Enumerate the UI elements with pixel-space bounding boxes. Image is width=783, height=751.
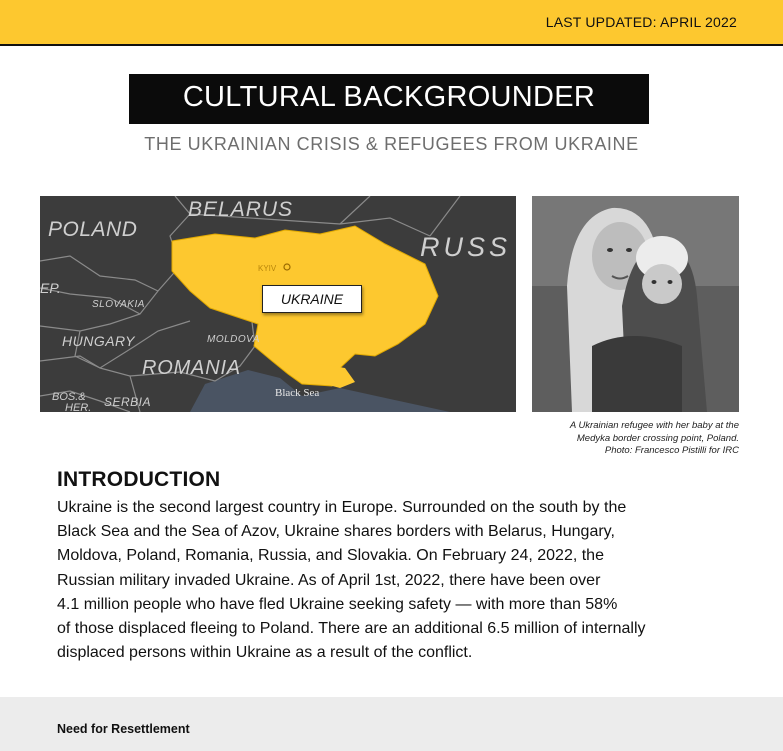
intro-line: Ukraine is the second largest country in Europe. Surrounded on the south by the	[57, 499, 627, 516]
intro-line: 4.1 million people who have fled Ukraine seeking safety — with more than 58%	[57, 595, 618, 613]
caption-line: Medyka border crossing point, Poland.	[576, 432, 739, 444]
kyiv-label: KYIV	[258, 264, 277, 273]
baby-face	[642, 264, 682, 304]
moldova-label: MOLDOVA	[207, 334, 260, 345]
introduction-heading: INTRODUCTION	[57, 468, 221, 491]
russia-label: RUSS	[420, 232, 512, 262]
ukraine-label: UKRAINE	[262, 285, 362, 313]
ukraine-map	[40, 196, 516, 412]
jacket-shadow	[592, 336, 682, 412]
romania-label: ROMANIA	[142, 357, 241, 379]
caption-line: Photo: Francesco Pistilli for IRC	[604, 445, 739, 456]
hungary-label: HUNGARY	[62, 333, 135, 349]
black-sea-label: Black Sea	[275, 387, 320, 399]
intro-line: of those displaced fleeing to Poland. There are an additional 6.5 million of internally	[57, 620, 646, 638]
intro-line: Russian military invaded Ukraine. As of April 1st, 2022, there have been over	[57, 571, 601, 589]
belarus-label: BELARUS	[188, 198, 294, 221]
kyiv-marker	[284, 264, 290, 270]
top-banner	[0, 0, 783, 46]
refugee-photo-icon	[532, 196, 739, 412]
refugee-photo	[532, 196, 739, 412]
introduction-body	[57, 496, 737, 665]
intro-line: Black Sea and the Sea of Azov, Ukraine shares borders with Belarus, Hungary,	[57, 523, 615, 541]
page-subtitle: THE UKRAINIAN CRISIS & REFUGEES FROM UKRAINE	[144, 134, 639, 154]
herzegovina-label: HER.	[65, 402, 92, 412]
intro-line: Moldova, Poland, Romania, Russia, and Slovakia. On February 24, 2022, the	[57, 547, 604, 565]
need-for-resettlement-heading: Need for Resettlement	[57, 722, 190, 736]
caption-line: A Ukrainian refugee with her baby at the	[569, 420, 739, 431]
czech-label: EP.	[40, 280, 61, 296]
last-updated-label: LAST UPDATED: APRIL 2022	[545, 14, 737, 30]
slovakia-label: SLOVAKIA	[92, 299, 145, 310]
serbia-label: SERBIA	[104, 395, 152, 409]
photo-caption	[532, 420, 739, 458]
poland-label: POLAND	[48, 218, 138, 241]
intro-line: displaced persons within Ukraine as a result of the conflict.	[57, 644, 473, 662]
bosnia-label: BOS.&	[52, 391, 86, 403]
page-title: CULTURAL BACKGROUNDER	[182, 81, 596, 113]
title-box	[129, 74, 649, 124]
